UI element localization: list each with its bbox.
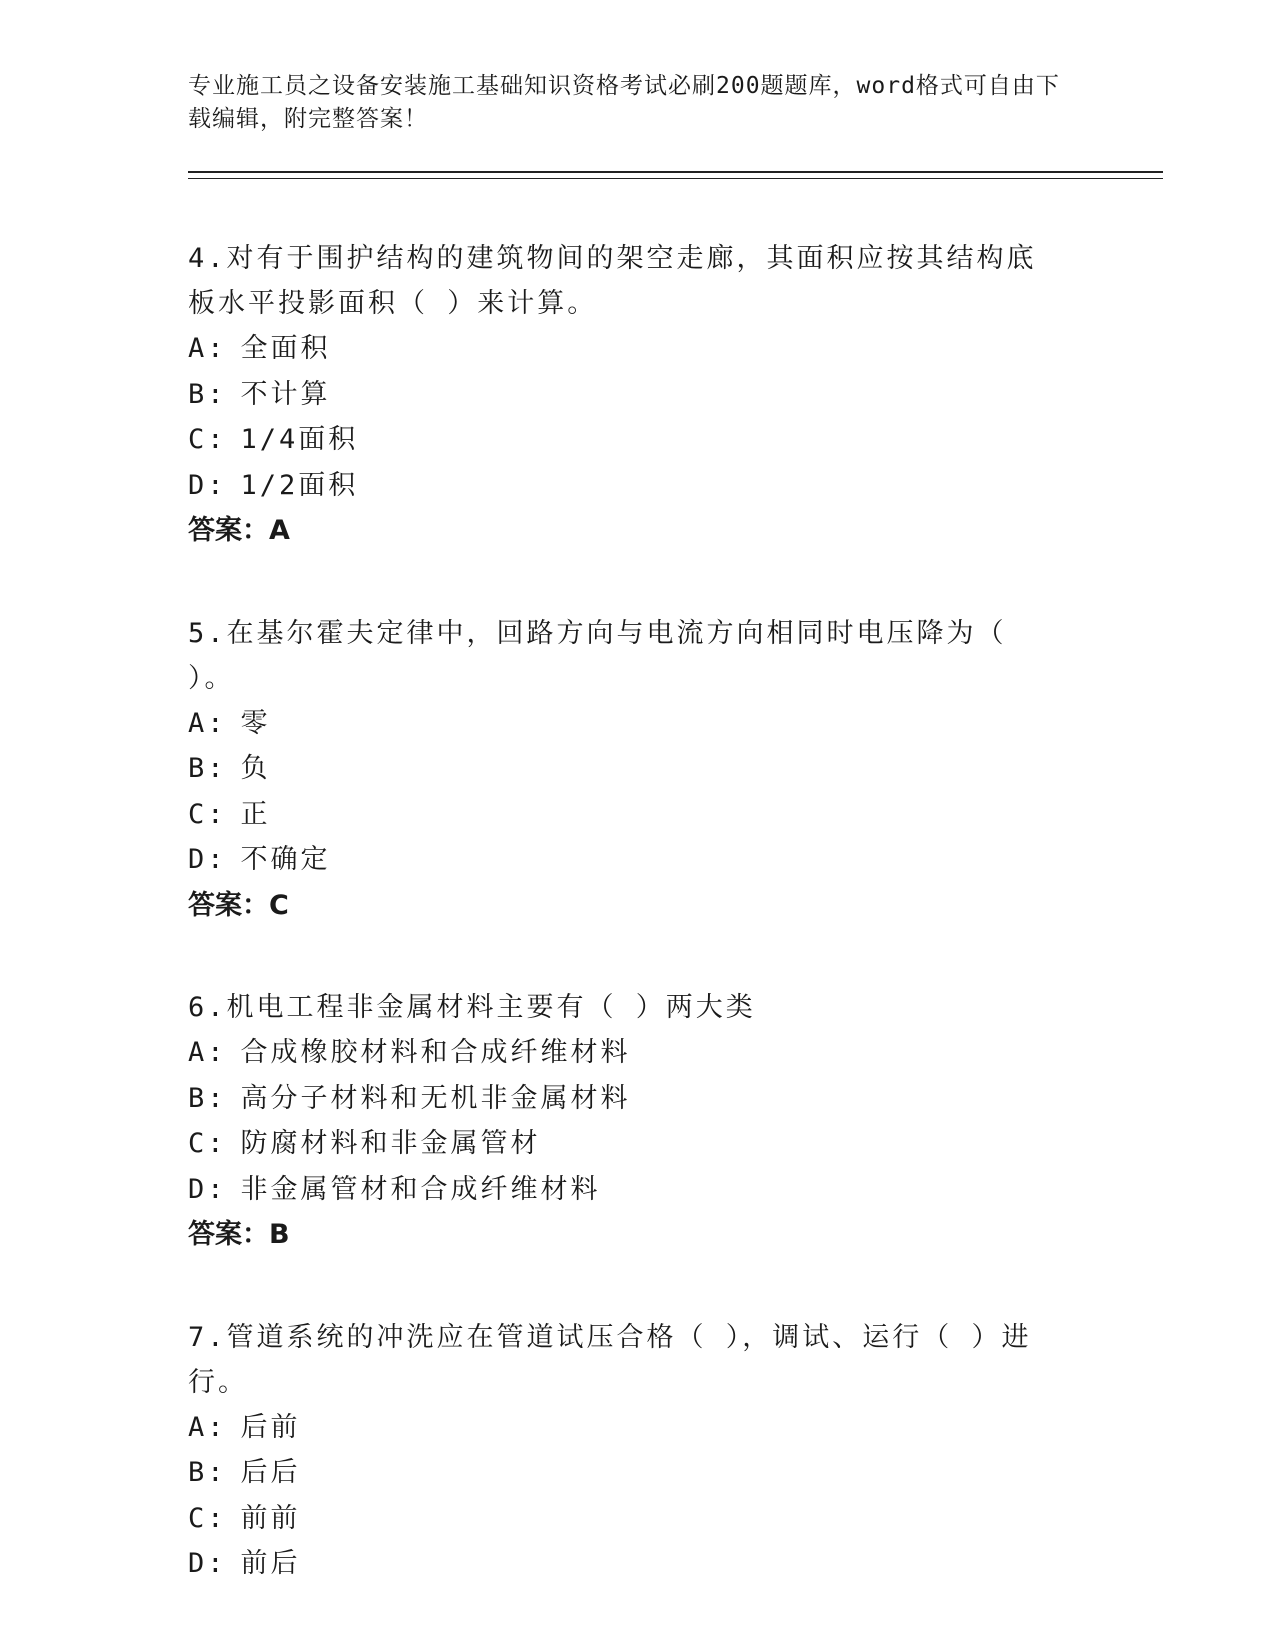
option-label: D: xyxy=(188,469,227,501)
option-label: A: xyxy=(188,1037,227,1068)
answer-line: 答案：C xyxy=(188,889,289,921)
option-c xyxy=(188,1121,1163,1167)
option-a xyxy=(188,326,1163,372)
question-stem: 5.在基尔霍夫定律中，回路方向与电流方向相同时电压降为（ ）。 xyxy=(188,617,1007,694)
answer-line: 答案：A xyxy=(188,515,290,546)
question-4 xyxy=(188,236,1163,554)
option-label: B: xyxy=(188,753,227,784)
option-text: 前前 xyxy=(240,1502,301,1534)
option-text: 不确定 xyxy=(240,844,331,875)
option-d xyxy=(188,1541,1163,1587)
option-text: 后后 xyxy=(240,1457,301,1488)
option-b xyxy=(188,372,1163,418)
option-label: D: xyxy=(188,1173,227,1205)
option-a xyxy=(188,701,1163,747)
option-b xyxy=(188,746,1163,792)
option-d xyxy=(188,463,1163,509)
header-divider xyxy=(188,171,1163,179)
option-label: A: xyxy=(188,333,227,364)
option-label: B: xyxy=(188,1457,227,1488)
option-text: 前后 xyxy=(240,1548,301,1579)
option-text: 合成橡胶材料和合成纤维材料 xyxy=(240,1037,631,1068)
question-stem: 6.机电工程非金属材料主要有（ ）两大类 xyxy=(188,992,756,1023)
question-6 xyxy=(188,985,1163,1258)
question-5 xyxy=(188,611,1163,929)
option-label: C: xyxy=(188,1502,227,1534)
option-label: C: xyxy=(188,424,227,455)
option-label: A: xyxy=(188,707,227,739)
question-stem: 7.管道系统的冲洗应在管道试压合格（ ），调试、运行（ ）进行。 xyxy=(188,1321,1032,1398)
option-label: A: xyxy=(188,1411,227,1443)
option-a xyxy=(188,1030,1163,1076)
option-text: 高分子材料和无机非金属材料 xyxy=(240,1082,631,1114)
option-text: 后前 xyxy=(240,1411,301,1443)
option-label: B: xyxy=(188,1082,227,1114)
option-text: 零 xyxy=(240,707,271,739)
option-label: D: xyxy=(188,1548,227,1579)
option-c xyxy=(188,1496,1163,1542)
option-text: 正 xyxy=(240,798,271,830)
option-text: 负 xyxy=(240,753,271,784)
document-header: 专业施工员之设备安装施工基础知识资格考试必刷200题题库，word格式可自由下载编辑，附完整答案！ xyxy=(188,73,1060,132)
option-text: 防腐材料和非金属管材 xyxy=(240,1128,541,1159)
option-label: C: xyxy=(188,798,227,830)
option-c xyxy=(188,417,1163,463)
option-d xyxy=(188,837,1163,883)
option-a xyxy=(188,1405,1163,1451)
option-label: C: xyxy=(188,1128,227,1159)
option-text: 全面积 xyxy=(240,333,331,364)
option-text: 不计算 xyxy=(240,378,331,410)
option-b xyxy=(188,1076,1163,1122)
option-text: 非金属管材和合成纤维材料 xyxy=(240,1173,601,1205)
option-b xyxy=(188,1450,1163,1496)
answer-line: 答案：B xyxy=(188,1219,290,1250)
option-c xyxy=(188,792,1163,838)
option-label: B: xyxy=(188,378,227,410)
option-d xyxy=(188,1167,1163,1213)
option-label: D: xyxy=(188,844,227,875)
option-text: 1/4面积 xyxy=(240,424,359,455)
option-text: 1/2面积 xyxy=(240,469,359,501)
question-7 xyxy=(188,1315,1163,1587)
question-stem: 4.对有于围护结构的建筑物间的架空走廊，其面积应按其结构底板水平投影面积（ ）来计算。 xyxy=(188,243,1037,319)
document-page xyxy=(188,70,1163,1587)
